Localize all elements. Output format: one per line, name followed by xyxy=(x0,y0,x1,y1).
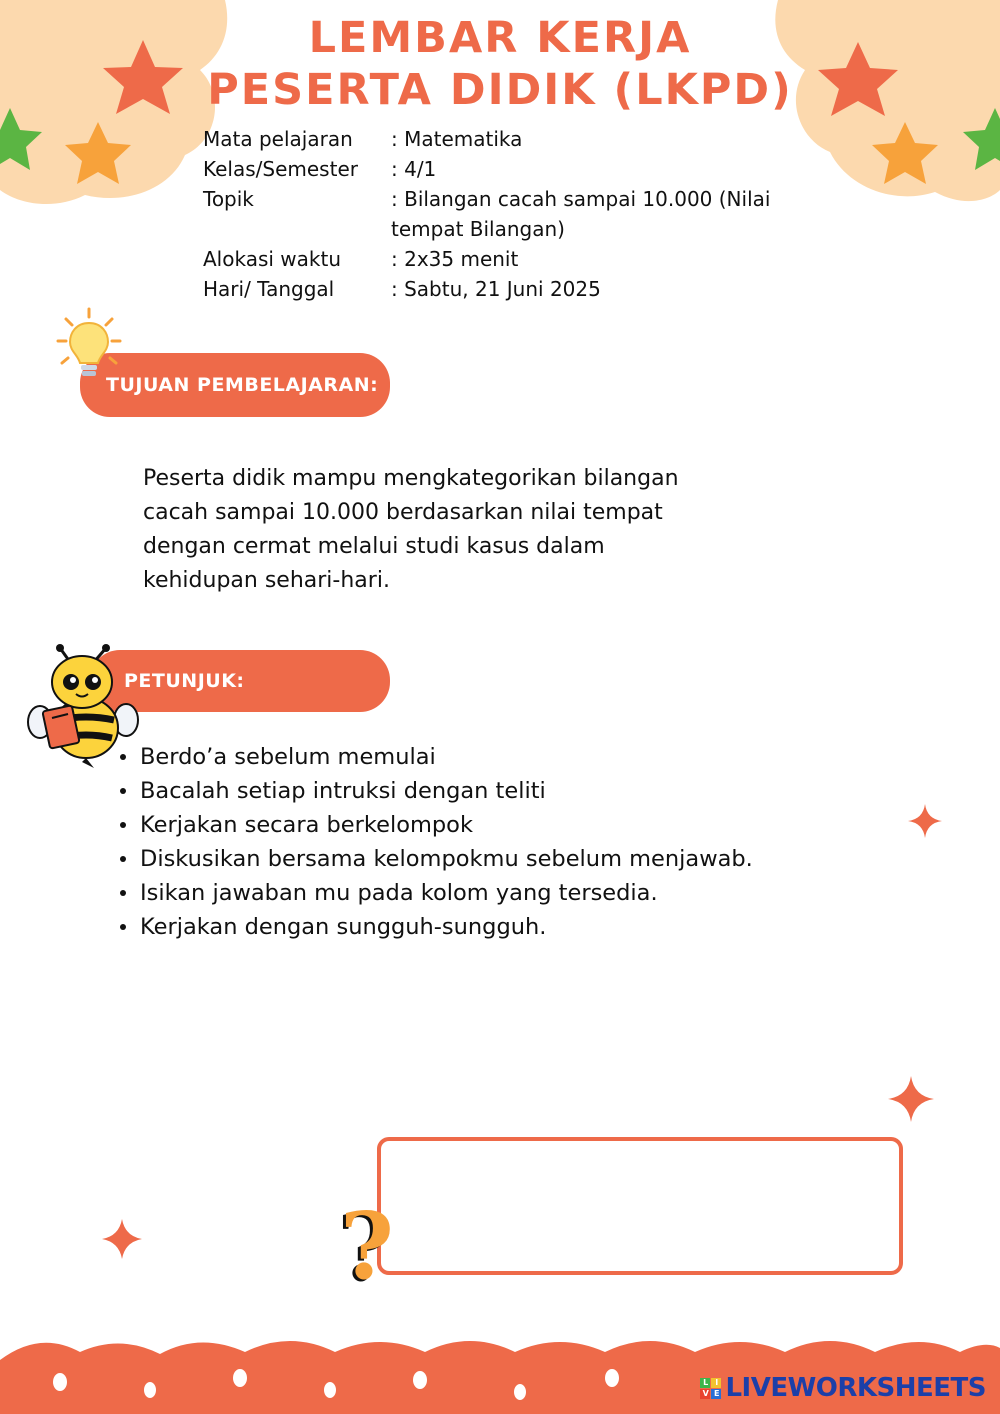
info-value: : Sabtu, 21 Juni 2025 xyxy=(391,277,601,301)
liveworksheets-wordmark: LIVEWORKSHEETS xyxy=(725,1373,986,1403)
list-item xyxy=(112,774,753,808)
list-item xyxy=(112,876,753,910)
info-value: : Bilangan cacah sampai 10.000 (Nilai tempat Bilangan) xyxy=(391,187,771,241)
lightbulb-icon xyxy=(54,305,124,385)
info-label: Kelas/Semester xyxy=(203,157,358,181)
info-row-time xyxy=(203,244,823,274)
info-label: Mata pelajaran xyxy=(203,127,353,151)
answer-input[interactable] xyxy=(377,1137,903,1275)
info-label: Topik xyxy=(203,187,254,211)
info-label: Hari/ Tanggal xyxy=(203,277,335,301)
badge-letter: L xyxy=(700,1378,710,1388)
info-row-subject xyxy=(203,124,823,154)
info-label: Alokasi waktu xyxy=(203,247,342,271)
liveworksheets-logo xyxy=(700,1373,986,1403)
list-item xyxy=(112,808,753,842)
lesson-info xyxy=(203,124,823,304)
bullet-icon xyxy=(120,856,126,862)
bullet-icon xyxy=(120,924,126,930)
sparkle-icon xyxy=(908,804,942,838)
list-item xyxy=(112,910,753,944)
list-item xyxy=(112,842,753,876)
info-row-date xyxy=(203,274,823,304)
objective-heading xyxy=(80,353,390,417)
instruction-text: Kerjakan secara berkelompok xyxy=(140,812,473,838)
badge-letter: I xyxy=(711,1378,721,1388)
list-item xyxy=(112,740,753,774)
info-row-topic xyxy=(203,184,823,244)
instruction-text: Kerjakan dengan sungguh-sungguh. xyxy=(140,914,547,940)
objective-text: Peserta didik mampu mengkategorikan bilangan cacah sampai 10.000 berdasarkan nilai tempat dengan cermat melalui studi kasus dalam kehidupan sehari-hari. xyxy=(143,466,679,593)
objective-heading-label: TUJUAN PEMBELAJARAN: xyxy=(106,374,379,396)
title-line-2: PESERTA DIDIK (LKPD) xyxy=(207,65,793,115)
worksheet-title xyxy=(0,12,1000,116)
instruction-text: Berdo’a sebelum memulai xyxy=(140,744,436,770)
instruction-text: Diskusikan bersama kelompokmu sebelum menjawab. xyxy=(140,846,753,872)
question-mark-icon: ? xyxy=(340,1192,394,1300)
bullet-icon xyxy=(120,788,126,794)
info-value: : 2x35 menit xyxy=(391,247,519,271)
instructions-list xyxy=(112,740,753,944)
sparkle-icon xyxy=(888,1076,934,1122)
instruction-text: Bacalah setiap intruksi dengan teliti xyxy=(140,778,546,804)
bullet-icon xyxy=(120,890,126,896)
badge-letter: V xyxy=(700,1389,710,1399)
bullet-icon xyxy=(120,822,126,828)
badge-letter: E xyxy=(711,1389,721,1399)
bullet-icon xyxy=(120,754,126,760)
info-value: : 4/1 xyxy=(391,157,437,181)
info-row-class xyxy=(203,154,823,184)
sparkle-icon xyxy=(102,1219,142,1259)
instructions-heading-label: PETUNJUK: xyxy=(124,670,245,692)
liveworksheets-badge-icon xyxy=(700,1378,721,1399)
info-value: : Matematika xyxy=(391,127,523,151)
title-line-1: LEMBAR KERJA xyxy=(308,13,692,63)
instruction-text: Isikan jawaban mu pada kolom yang tersedia. xyxy=(140,880,658,906)
